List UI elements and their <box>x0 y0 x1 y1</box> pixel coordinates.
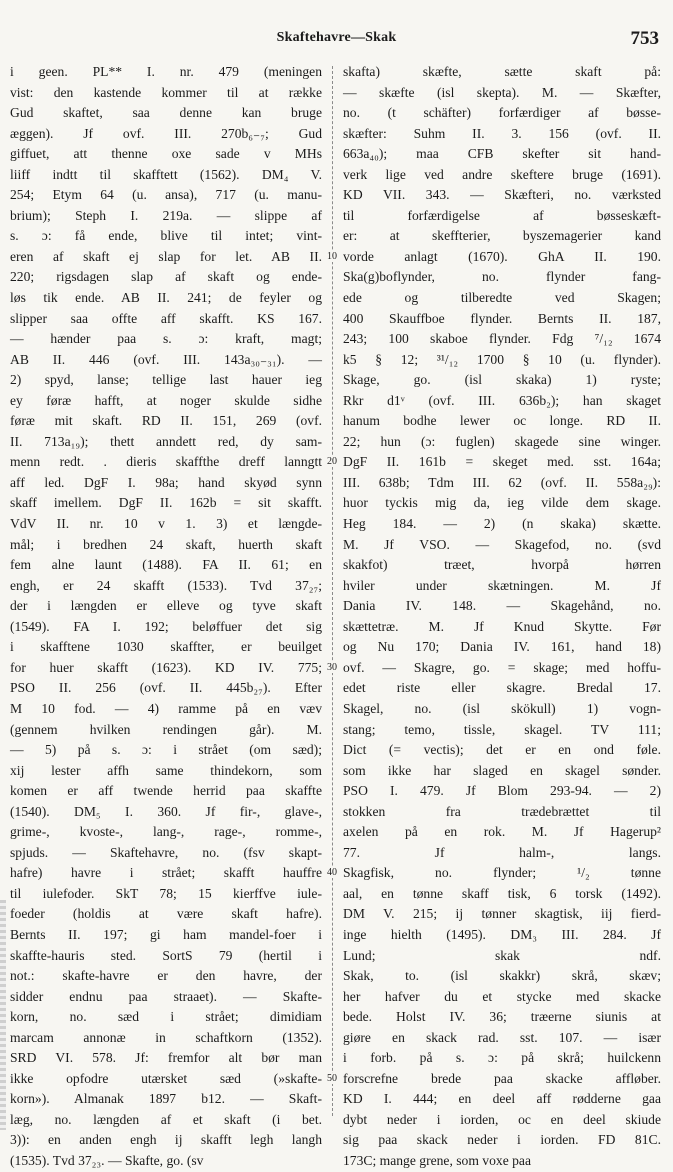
text-line: huor tyckis mig da, ieg vilde dem skage. <box>343 495 661 511</box>
text-line: dybt neder i iorden, oc en deel skiude <box>343 1111 661 1127</box>
text-line: xij lester affh same thindekorn, som <box>10 762 322 778</box>
text-line: Skagel, no. (isl skökull) 1) vogn- <box>343 700 661 716</box>
margin-line-number: 20 <box>327 456 337 468</box>
text-line: Lund; skak ndf. <box>343 947 661 963</box>
text-line: føræ mit skaft. RD II. 151, 269 (ovf. <box>10 413 322 429</box>
text-line: KD VII. 343. — Skæfteri, no. værksted <box>343 187 661 203</box>
text-line: komen er aff twende herrid paa skaffte <box>10 783 322 799</box>
text-line: — hænder paa s. ɔ: kraft, magt; <box>10 331 322 347</box>
text-line: — 5) på s. ɔ: i strået (om sæd); <box>10 742 322 758</box>
text-line: forscrefne brede paa skacke affløber. <box>343 1070 661 1086</box>
text-line: giøre en skack rad. sst. 107. — især <box>343 1029 661 1045</box>
text-line: (1549). FA I. 192; beløffuer det sig <box>10 618 322 634</box>
text-line: 173C; mange grene, som voxe paa <box>343 1152 531 1168</box>
text-line: verk lige ved andre skeftere bruge (1691). <box>343 166 661 182</box>
text-line: i forb. på s. ɔ: på skrå; huilckenn <box>343 1050 661 1066</box>
text-line: 77. Jf halm-, langs. <box>343 844 661 860</box>
text-line: DM V. 215; ij tønner skagtisk, iij fierd- <box>343 906 661 922</box>
page-header <box>0 26 673 52</box>
margin-line-number: 40 <box>327 867 337 879</box>
text-line: (1535). Tvd 37₂₃. — Skafte, go. (sv <box>10 1152 204 1168</box>
text-line: 220; rigsdagen slap af skaft og ende- <box>10 269 322 285</box>
text-line: som ikke har slaged en skagel sønder. <box>343 762 661 778</box>
text-line: vorde anlagt (1670). GhA II. 190. <box>343 248 661 264</box>
text-line: Heg 184. — 2) (n skaka) skætte. <box>343 516 661 532</box>
text-line: ede og tilberedte ved Skagen; <box>343 290 661 306</box>
text-line: AB II. 446 (ovf. III. 143a₃₀₋₃₁). — <box>10 351 322 367</box>
text-line: (1540). DM₅ I. 360. Jf fir-, glave-, <box>10 803 322 819</box>
text-line: k5 § 12; ³¹/₁₂ 1700 § 10 (u. flynder). <box>343 351 661 367</box>
text-line: skaffte-hauris sted. SortS 79 (hertil i <box>10 947 322 963</box>
text-line: skættetræ. M. Jf Knud Skytte. Før <box>343 618 661 634</box>
right-column <box>343 62 661 1172</box>
text-line: 3)): en anden engh ij skafft legh langh <box>10 1132 322 1148</box>
text-line: 22; hun (ɔ: fuglen) skagede sine winger. <box>343 433 661 449</box>
text-line: 254; Etym 64 (u. ansa), 717 (u. manu- <box>10 187 322 203</box>
text-line: not.: skafte-havre er den havre, der <box>10 968 322 984</box>
text-line: PSO I. 479. Jf Blom 293-94. — 2) <box>343 783 661 799</box>
column-divider <box>332 66 333 1116</box>
text-line: er: at skeffterier, byszemagerier kand <box>343 228 661 244</box>
text-line: skaff imellem. DgF II. 162b = sit skafft. <box>10 495 322 511</box>
text-line: Dania IV. 148. — Skagehånd, no. <box>343 598 661 614</box>
text-line: for huer skafft (1623). KD IV. 775; <box>10 659 322 675</box>
text-line: Skagfisk, no. flynder; ¹/₂ tønne <box>343 865 661 881</box>
text-line: og Nu 170; Dania IV. 161, hand 18) <box>343 639 661 655</box>
text-line: aal, en tønne skaff tisk, 6 torsk (1492). <box>343 885 661 901</box>
text-line: aff led. DgF I. 98a; hand skyød synn <box>10 474 322 490</box>
text-line: til iulefoder. SkT 78; 15 kierffve iule- <box>10 885 322 901</box>
text-line: liiff indtt til skafftett (1562). DM₄ V. <box>10 166 322 182</box>
text-line: Skak, to. (isl skakkr) skrå, skæv; <box>343 968 661 984</box>
text-line: sidder endnu paa straaet). — Skafte- <box>10 988 322 1004</box>
text-line: læg, no. længden af et skaft (i bet. <box>10 1111 322 1127</box>
text-line: II. 713a₁₉); thett anndett red, dy sam- <box>10 433 322 449</box>
text-line: stokken fra trædebrættet til <box>343 803 661 819</box>
text-line: til forfærdigelse af bøsseskæft- <box>343 207 661 223</box>
text-line: 663a₄₀); maa CFB skefter sit hand- <box>343 146 661 162</box>
text-line: M. Jf VSO. — Skagefod, no. (svd <box>343 536 661 552</box>
text-line: Ska(g)boflynder, no. flynder fang- <box>343 269 661 285</box>
text-line: i skafftene 1030 skaffter, er beuilget <box>10 639 322 655</box>
text-line: foeder (holdis at være skaft hafre). <box>10 906 322 922</box>
text-line: brium); Steph I. 219a. — slippe af <box>10 207 322 223</box>
text-line: marcam annonæ in schaftkorn (1352). <box>10 1029 322 1045</box>
text-line: 2) spyd, lanse; tellige last hauer ieg <box>10 372 322 388</box>
margin-line-number: 10 <box>327 250 337 262</box>
margin-line-number: 30 <box>327 661 337 673</box>
text-line: fem alne launt (1488). FA II. 61; en <box>10 557 322 573</box>
text-line: Bernts II. 197; gi ham mandel-foer i <box>10 926 322 942</box>
text-line: slipper saa offte aff skafft. KS 167. <box>10 310 322 326</box>
text-line: ovf. — Skagre, go. = skage; med hoffu- <box>343 659 661 675</box>
left-column <box>10 62 322 1172</box>
page-number: 753 <box>630 28 659 49</box>
text-line: skæfter: Suhm II. 3. 156 (ovf. II. <box>343 125 661 141</box>
text-line: der i længden er elleve og tyve skaft <box>10 598 322 614</box>
text-line: SRD VI. 578. Jf: fremfor alt bør man <box>10 1050 322 1066</box>
text-line: 243; 100 skaboe flynder. Fdg ⁷/₁₂ 1674 <box>343 331 661 347</box>
text-line: Skage, go. (isl skaka) 1) ryste; <box>343 372 661 388</box>
text-line: grime-, kvoste-, lang-, rage-, romme-, <box>10 824 322 840</box>
text-line: Rkr d1ᵛ (ovf. III. 636b₂); han skaget <box>343 392 661 408</box>
text-line: spjuds. — Skaftehavre, no. (fsv skapt- <box>10 844 322 860</box>
text-line: korn, no. sæd i strået; dimidiam <box>10 1009 322 1025</box>
text-line: engh, er 24 skafft (1533). Tvd 37₂₇; <box>10 577 322 593</box>
text-line: hafre) havre i strået; skafft hauffre <box>10 865 322 881</box>
running-title: Skaftehavre—Skak <box>276 30 397 45</box>
text-line: Gud skaftet, saa denne kan bruge <box>10 105 322 121</box>
text-line: mål; i bredhen 24 skaft, huerth skaft <box>10 536 322 552</box>
text-line: KD I. 444; en deel aff rødderne gaa <box>343 1091 661 1107</box>
text-line: i geen. PL** I. nr. 479 (meningen <box>10 64 322 79</box>
text-line: III. 638b; Tdm III. 62 (ovf. II. 558a₂₉): <box>343 474 661 490</box>
text-line: edet riste eller skagre. Bredal 17. <box>343 680 661 696</box>
page-edge-shadow <box>0 900 6 1130</box>
text-line: — skæfte (isl skepta). M. — Skæfter, <box>343 84 661 100</box>
text-line: menn redt. . dieris skaffthe dreff lanngtt <box>10 454 322 470</box>
text-line: skakfot) træet, hvorpå hørren <box>343 557 661 573</box>
text-line: giffuet, att thenne oxe sade v MHs <box>10 146 322 162</box>
text-line: skafta) skæfte, sætte skaft på: <box>343 64 661 79</box>
text-line: vist: den kastende kommer til at række <box>10 84 322 100</box>
text-line: æggen). Jf ovf. III. 270b₆₋₇; Gud <box>10 125 322 141</box>
text-line: (gennem hvilken rendingen går). M. <box>10 721 322 737</box>
text-line: PSO II. 256 (ovf. II. 445b₂₇). Efter <box>10 680 322 696</box>
text-line: M 10 fod. — 4) ramme på en væv <box>10 700 322 716</box>
text-line: axelen på en rok. M. Jf Hagerup² <box>343 824 661 840</box>
margin-line-number: 50 <box>327 1072 337 1084</box>
text-line: her hafver du et stycke med skacke <box>343 988 661 1004</box>
text-line: VdV II. nr. 10 v 1. 3) et længde- <box>10 516 322 532</box>
text-line: bede. Holst IV. 36; træerne siunis at <box>343 1009 661 1025</box>
text-line: sig paa skack neder i iorden. FD 81C. <box>343 1132 661 1148</box>
text-line: inge hielth (1495). DM₃ III. 284. Jf <box>343 926 661 942</box>
text-line: korn»). Almanak 1897 b12. — Skaft- <box>10 1091 322 1107</box>
text-line: løs tik ende. AB II. 241; de feyler og <box>10 290 322 306</box>
text-line: hanum bodhe lewer oc longe. RD II. <box>343 413 661 429</box>
text-line: ey føræ hafft, at noger skulde sidhe <box>10 392 322 408</box>
text-line: ikke opfodre utærsket sæd (»skafte- <box>10 1070 322 1086</box>
text-line: eren af skaft ej slap for let. AB II. <box>10 248 322 264</box>
text-line: hviler under skætningen. M. Jf <box>343 577 661 593</box>
text-line: DgF II. 161b = skeget med. sst. 164a; <box>343 454 661 470</box>
text-line: 400 Skauffboe flynder. Bernts II. 187, <box>343 310 661 326</box>
text-line: no. (t schäfter) forfærdiger af bøsse- <box>343 105 661 121</box>
text-line: stang; temo, tissle, skagel. TV 111; <box>343 721 661 737</box>
text-line: Dict (= vectis); det er en ond føle. <box>343 742 661 758</box>
text-line: s. ɔ: få ende, blive til intet; vint- <box>10 228 322 244</box>
